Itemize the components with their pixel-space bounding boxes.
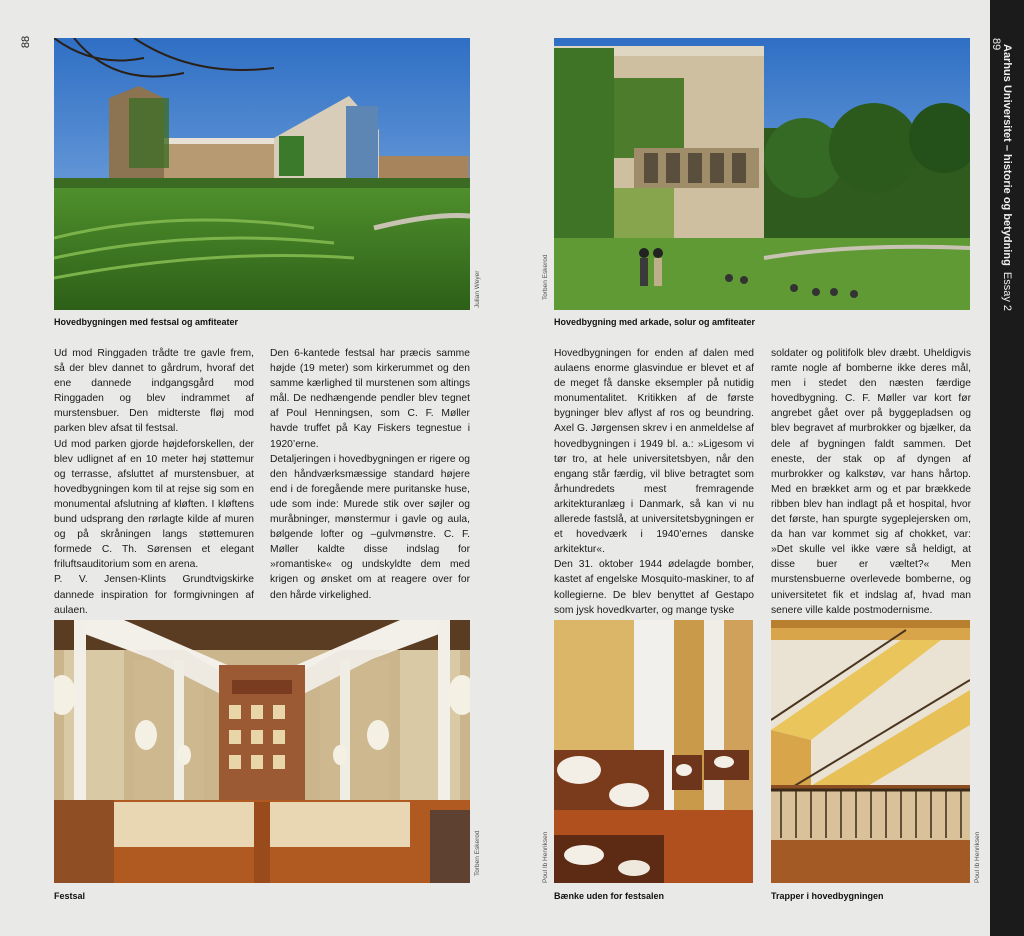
credit-main-building: Julian Weyer <box>474 270 481 308</box>
credit-benches: Poul Ib Henriksen <box>542 831 549 883</box>
credit-festsal: Torben Eskerod <box>474 830 481 876</box>
paragraph: Den 31. oktober 1944 ødelagde bomber, kastet af engelske Mosquito-maskiner, to af kollegierne. De blev benyttet af Gestapo som jysk hovedkvarter, og mange tyske <box>554 559 754 616</box>
photo-festsal <box>54 620 470 883</box>
page-number-right: 89 <box>990 38 1002 51</box>
caption-main-building: Hovedbygningen med festsal og amfiteater <box>54 317 239 327</box>
spine-section: Essay 2 <box>1001 271 1013 312</box>
text-column-4 <box>771 346 971 618</box>
caption-festsal: Festsal <box>54 891 86 901</box>
credit-stairs: Poul Ib Henriksen <box>974 831 981 883</box>
credit-arcade: Torben Eskerod <box>542 254 549 300</box>
text-column-2 <box>270 346 470 603</box>
paragraph: Ud mod parken gjorde højdeforskellen, der blev udlignet af en 10 meter høj støttemur og terrasse, afsluttet af murstensbuer, at hovedbygningen kom til at rejse sig som en monumental afslutning af kløften. I kløftens bund udsprang den rørlagte kilde af muren og på skråningen langs støttemuren formede C. Th. Sørensen et elegant friluftsauditorium som en arena. <box>54 438 254 571</box>
page-number-left: 88 <box>20 35 33 49</box>
photo-main-building <box>54 38 470 310</box>
photo-arcade <box>554 38 970 310</box>
caption-stairs: Trapper i hovedbygningen <box>771 891 884 901</box>
paragraph: P. V. Jensen-Klints Grundtvigskirke dannede inspiration for formgivningen af aulaen. <box>54 574 254 616</box>
paragraph: Den 6-kantede festsal har præcis samme højde (19 meter) som kirkerummet og den samme kærlighed til murstenen som altings mål. De nedhængende pendler blev tegnet af Poul Henningsen, som C. F. Møller havde truffet på Kay Fiskers tegnestue i 1920’erne. <box>270 348 470 450</box>
paragraph: Detaljeringen i hovedbygningen er rigere og den håndværksmæssige standard højere end i de foregående mere puritanske huse, ude som inde: Murede stik over søjler og muråbninger, mønstermur i gavle og aula, bølgende lofter og –gulvmønstre. C. F. Møller kaldte disse indslag for »romantiske« og undskyldte dem med krigen og ønsket om at reagere over for den hårde virkelighed. <box>270 453 470 601</box>
spine-book-title: Aarhus Universitet – historie og betydning <box>1001 44 1013 266</box>
text-column-1 <box>54 346 254 618</box>
paragraph: Hovedbygningen for enden af dalen med aulaens enorme glasvindue er blevet et af de meget få danske eksempler på nutidig monumentalitet. Kritikken af de første bygninger blev aflyst af ros og beundring. Axel G. Jørgensen skrev i en anmeldelse af hovedbygningen i 1949 bl. a.: »Ligesom vi tør tro, at hele universitetsbyen, når den engang står færdig, vil blive betragtet som århundredets mest fremragende arkitekturanlæg i Danmark, så kan vi nu allerede fastslå, at universitetsbygningen er et hovedværk i 1940’ernes danske arkitektur«. <box>554 348 754 556</box>
paragraph: Ud mod Ringgaden trådte tre gavle frem, så der blev dannet to gårdrum, hvoraf det ene dannede indgangsgård mod Ringgaden og blev indrammet af murstensbuer. Den midterste fløj mod parken blev afsat til festsal. <box>54 348 254 435</box>
photo-stairs <box>771 620 970 883</box>
text-column-3 <box>554 346 754 618</box>
caption-benches: Bænke uden for festsalen <box>554 891 665 901</box>
paragraph: soldater og politifolk blev dræbt. Uheldigvis ramte nogle af bomberne ikke deres mål, men i stedet den næsten færdige hovedbygning. C. F. Møller var kort før angrebet gået over på byggepladsen og blev begravet af murbrokker og bjælker, da dele af bygningen faldt sammen. Det eneste, der stak op af dyngen af murbrokker og kalkstøv, var hans hårtop. Med en brækket arm og et par brækkede ribben blev han indlagt på et hospital, hvor det første, han spurgte sygeplejersken om, da han var kommet sig af chokket, var: »Det skulle vel ikke være så heldigt, at disse buer er væltet?« Men murstensbuerne overlevede bomberne, og universitetet fik et indslag af, hvad man senere ville kalde postmodernisme. <box>771 348 971 616</box>
caption-arcade: Hovedbygning med arkade, solur og amfiteater <box>554 317 756 327</box>
photo-benches <box>554 620 753 883</box>
spine-title <box>1001 44 1013 311</box>
